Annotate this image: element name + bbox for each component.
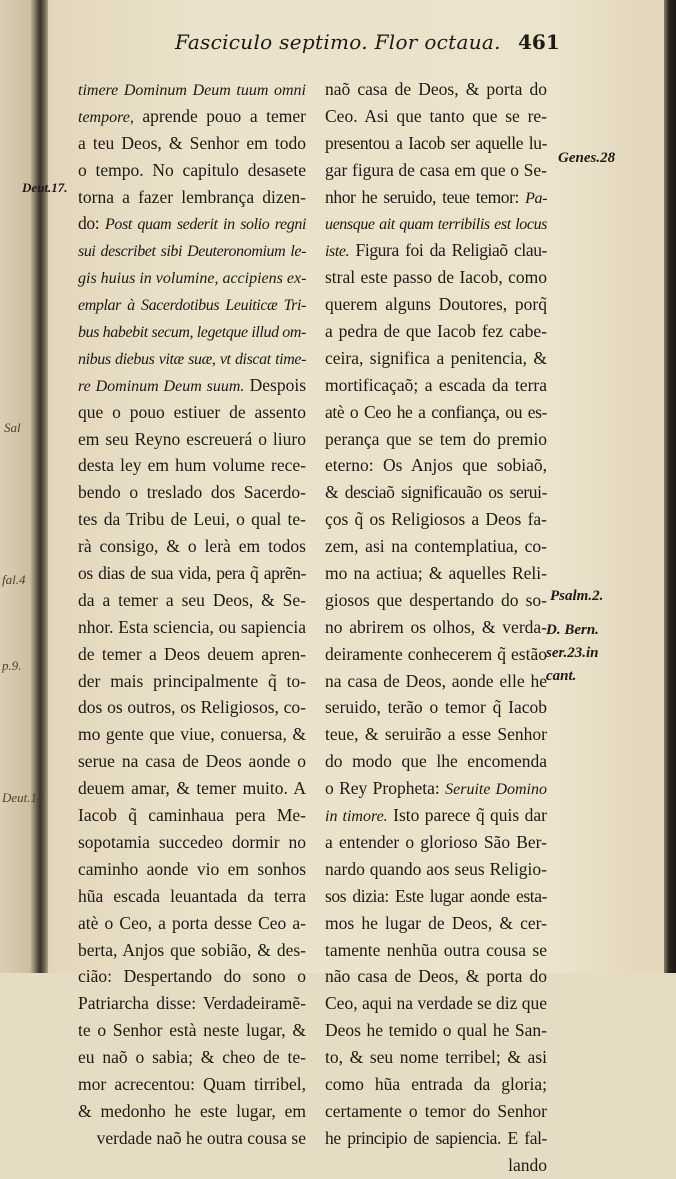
body-text: dos os outros, os Religiosos, co- <box>78 697 306 718</box>
latin-quote-text: Seruite Domino <box>445 781 547 799</box>
text-line <box>78 76 306 103</box>
body-text: Patriarcha disse: Verdadeiramẽ- <box>78 993 306 1014</box>
text-line <box>325 184 547 211</box>
text-line <box>325 856 547 883</box>
body-text: rà consigo, & o lerà em todos <box>78 536 306 557</box>
text-line <box>325 694 547 721</box>
text-line <box>325 264 547 291</box>
facing-fragment: fal.4 <box>2 572 26 587</box>
body-text: mortificaçaõ; a escada da terra <box>325 374 547 395</box>
body-text: eu naõ o sabia; & cheo de te- <box>78 1047 306 1068</box>
latin-quote-text: gis huius in volumine, accipiens ex- <box>78 270 307 288</box>
body-text: presentou a Iacob ser aquelle lu- <box>325 132 547 153</box>
latin-quote-text: emplar à Sacerdotibus Leuiticæ Tri- <box>78 297 306 315</box>
body-text: tamente nenhũa outra cousa se <box>325 939 547 960</box>
text-line <box>325 560 547 587</box>
body-text: mo na actiua; & aquelles Reli- <box>325 563 547 584</box>
text-line <box>325 345 547 372</box>
body-text: verdade naõ he outra cousa se <box>96 1127 306 1148</box>
text-line <box>78 856 306 883</box>
latin-quote-text: nibus diebus vitæ suæ, vt discat time- <box>78 350 306 368</box>
text-line <box>325 1044 547 1071</box>
text-line <box>78 963 306 990</box>
text-line <box>78 237 306 264</box>
text-line <box>325 130 547 157</box>
body-text: deiramente conhecerem q̃ estão <box>325 643 547 664</box>
body-text: & medonho he este lugar, em <box>78 1100 306 1121</box>
body-text: mor acrecentou: Quam tirribel, <box>78 1073 306 1094</box>
body-text: giosos que despertando do so- <box>325 589 547 610</box>
text-line <box>325 587 547 614</box>
body-text: te o Senhor està neste lugar, & <box>78 1020 306 1041</box>
text-line <box>78 883 306 910</box>
latin-quote-text: bus habebit secum, legetque illud om- <box>78 324 306 342</box>
text-line <box>325 668 547 695</box>
latin-quote-text: tempore, <box>78 108 134 126</box>
text-line <box>325 748 547 775</box>
text-line <box>78 184 306 211</box>
text-line <box>325 1017 547 1044</box>
body-text: naõ casa de Deos, & porta do <box>325 79 547 99</box>
body-text: na casa de Deos, aonde elle he <box>325 670 547 691</box>
latin-quote-text: sui describet sibi Deuteronomium le- <box>78 243 306 261</box>
margin-note-psalm: Psalm.2. <box>550 588 604 604</box>
text-line <box>78 748 306 775</box>
text-line <box>325 802 547 829</box>
text-line <box>78 533 306 560</box>
body-text: Deos he temido o qual he San- <box>325 1020 547 1041</box>
body-text: bendo o treslado dos Sacerdo- <box>78 482 306 503</box>
margin-note-bern-2: ser.23.in <box>546 645 599 661</box>
text-line <box>78 641 306 668</box>
body-text: serue na casa de Deos aonde o <box>78 751 306 772</box>
text-line <box>325 883 547 910</box>
body-text: do modo que lhe encomenda <box>325 751 547 772</box>
text-line <box>325 990 547 1017</box>
body-text: atè o Ceo, a porta desse Ceo a- <box>78 912 306 933</box>
body-text: da a temer a seu Deos, & Se- <box>78 589 306 610</box>
body-text: os dias de sua vida, pera q̃ aprẽn- <box>78 563 306 584</box>
body-text: Figura foi da Religiaõ clau- <box>349 240 547 261</box>
text-line <box>325 76 547 103</box>
body-text: a pedra de que Iacob fez cabe- <box>325 321 547 342</box>
text-line <box>78 1044 306 1071</box>
text-line <box>78 829 306 856</box>
body-text: gar figura de casa em que o Se- <box>325 159 547 180</box>
body-text: perança que se tem do premio <box>325 428 547 449</box>
text-line <box>78 130 306 157</box>
text-line <box>78 426 306 453</box>
text-line <box>325 533 547 560</box>
body-text: tes da Tribu de Leui, o qual te- <box>78 509 306 530</box>
body-text: atè o Ceo he a confiança, ou es- <box>325 401 547 422</box>
text-line <box>78 802 306 829</box>
text-line <box>325 1071 547 1098</box>
latin-quote-text: timere Dominum Deum tuum omni <box>78 82 306 99</box>
text-line <box>325 1125 547 1152</box>
text-line <box>325 372 547 399</box>
text-line <box>78 1125 306 1152</box>
body-text: hũa escada leuantada da terra <box>78 885 306 906</box>
body-text: & desciaõ significauão os serui- <box>325 482 547 503</box>
text-line <box>78 506 306 533</box>
facing-fragment: p.9. <box>2 658 22 673</box>
body-text: certamente o temor do Senhor <box>325 1100 547 1121</box>
latin-quote-text: uensque ait quam terribilis est locus <box>325 216 547 234</box>
text-line <box>325 963 547 990</box>
body-text: no abrirem os olhos, & verda- <box>325 616 547 637</box>
body-text: ceira, significa a penitencia, & <box>325 347 547 368</box>
body-text: o Rey Propheta: <box>325 778 446 799</box>
body-text: de temer a Deos deuem apren- <box>78 643 306 664</box>
text-line <box>78 937 306 964</box>
text-line <box>78 990 306 1017</box>
text-line <box>325 1152 547 1179</box>
text-line <box>78 452 306 479</box>
body-text: que o pouo estiuer de assento <box>78 401 306 422</box>
book-gutter <box>0 0 48 973</box>
body-text: sos dizia: Este lugar aonde esta- <box>325 885 547 906</box>
body-text: teue, & seruirão a esse Senhor <box>325 724 547 745</box>
body-text: nhor. Esta sciencia, ou sapiencia <box>78 616 306 637</box>
text-line <box>325 103 547 130</box>
text-line <box>325 399 547 426</box>
body-text: torna a fazer lembrança dizen- <box>78 186 306 207</box>
latin-quote-text: Post quam sederit in solio regni <box>105 216 306 234</box>
text-line <box>78 560 306 587</box>
margin-note-bern-3: cant. <box>546 668 577 684</box>
body-text: do: <box>78 213 106 234</box>
text-line <box>325 479 547 506</box>
body-text: Ceo. Asi que tanto que se re- <box>325 105 547 126</box>
text-line <box>78 721 306 748</box>
text-line <box>78 264 306 291</box>
body-text: aprende pouo a temer <box>133 105 306 126</box>
body-text: a teu Deos, & Senhor em todo <box>78 132 306 153</box>
text-line <box>78 372 306 399</box>
text-line <box>325 210 547 237</box>
text-line <box>325 452 547 479</box>
left-text-column <box>78 76 306 1152</box>
facing-fragment: Sal <box>4 420 21 435</box>
text-line <box>78 318 306 345</box>
text-line <box>78 345 306 372</box>
body-text: como hũa entrada da gloria; <box>325 1073 547 1094</box>
facing-fragment: Deut.14 <box>2 790 44 805</box>
text-line <box>325 937 547 964</box>
body-text: o tempo. No capitulo desasete <box>78 159 306 180</box>
body-text: mos he lugar de Deos, & cer- <box>325 912 547 933</box>
page-number: 461 <box>518 30 560 54</box>
body-text: lando <box>508 1154 547 1175</box>
body-text: querem alguns Doutores, porq̃ <box>325 294 547 315</box>
running-title: Fasciculo septimo. Flor octaua. <box>175 30 501 54</box>
margin-note-deut: Deut.17. <box>22 180 68 195</box>
latin-quote-text: re Dominum Deum suum. <box>78 377 245 395</box>
body-text: nardo quando aos seus Religio- <box>325 858 547 879</box>
text-line <box>325 291 547 318</box>
text-line <box>78 587 306 614</box>
latin-quote-text: in timore. <box>325 808 388 826</box>
text-line <box>78 399 306 426</box>
text-line <box>78 775 306 802</box>
text-line <box>325 506 547 533</box>
text-line <box>78 157 306 184</box>
text-line <box>325 829 547 856</box>
text-line <box>325 157 547 184</box>
body-text: nhor he seruido, teue temor: <box>325 186 526 207</box>
body-text: seruido, terão o temor q̃ Iacob <box>325 697 547 718</box>
body-text: ços q̃ os Religiosos a Deos fa- <box>325 509 547 530</box>
text-line <box>78 1017 306 1044</box>
text-line <box>78 614 306 641</box>
text-line <box>325 775 547 802</box>
text-line <box>325 910 547 937</box>
body-text: cião: Despertando do sono o <box>78 966 306 987</box>
text-line <box>325 614 547 641</box>
text-line <box>325 318 547 345</box>
text-line <box>78 668 306 695</box>
margin-note-bern-1: D. Bern. <box>546 622 599 638</box>
text-line <box>78 1071 306 1098</box>
body-text: Despois <box>244 374 307 395</box>
body-text: der mais principalmente q̃ to- <box>78 670 306 691</box>
body-text: he principio de sapiencia. E fal- <box>325 1127 547 1148</box>
latin-quote-text: iste. <box>325 243 350 261</box>
text-line <box>78 210 306 237</box>
body-text: caminho aonde vio em sonhos <box>78 858 306 879</box>
body-text: desta ley em hum volume rece- <box>78 455 306 476</box>
body-text: a entender o glorioso São Ber- <box>325 831 547 852</box>
right-text-column <box>325 76 547 1179</box>
page-edge <box>664 0 676 973</box>
text-line <box>78 694 306 721</box>
body-text: Ceo, aqui na verdade se diz que <box>325 993 548 1014</box>
margin-note-genes: Genes.28 <box>558 150 616 166</box>
body-text: em seu Reyno escreuerá o liuro <box>78 428 306 449</box>
body-text: berta, Anjos que sobião, & des- <box>78 939 306 960</box>
text-line <box>78 103 306 130</box>
text-line <box>78 910 306 937</box>
body-text: Iacob q̃ caminhaua pera Me- <box>78 805 306 826</box>
body-text: sopotamia succedeo dormir no <box>78 831 306 852</box>
text-line <box>325 237 547 264</box>
text-line <box>325 426 547 453</box>
body-text: eterno: Os Anjos que sobiaõ, <box>325 455 547 476</box>
text-line <box>325 721 547 748</box>
text-line <box>325 1098 547 1125</box>
latin-quote-text: Pa- <box>525 189 547 207</box>
text-line <box>78 1098 306 1125</box>
body-text: não casa de Deos, & porta do <box>325 966 547 987</box>
text-line <box>78 291 306 318</box>
body-text: mo gente que viue, conuersa, & <box>78 724 306 745</box>
body-text: zem, asi na contemplatiua, co- <box>325 536 547 557</box>
body-text: Isto parece q̃ quis dar <box>387 805 548 826</box>
text-line <box>325 641 547 668</box>
body-text: deuem amar, & temer muito. A <box>78 778 306 799</box>
text-line <box>78 479 306 506</box>
body-text: to, & seu nome terribel; & asi <box>325 1047 547 1068</box>
body-text: stral este passo de Iacob, como <box>325 267 547 288</box>
